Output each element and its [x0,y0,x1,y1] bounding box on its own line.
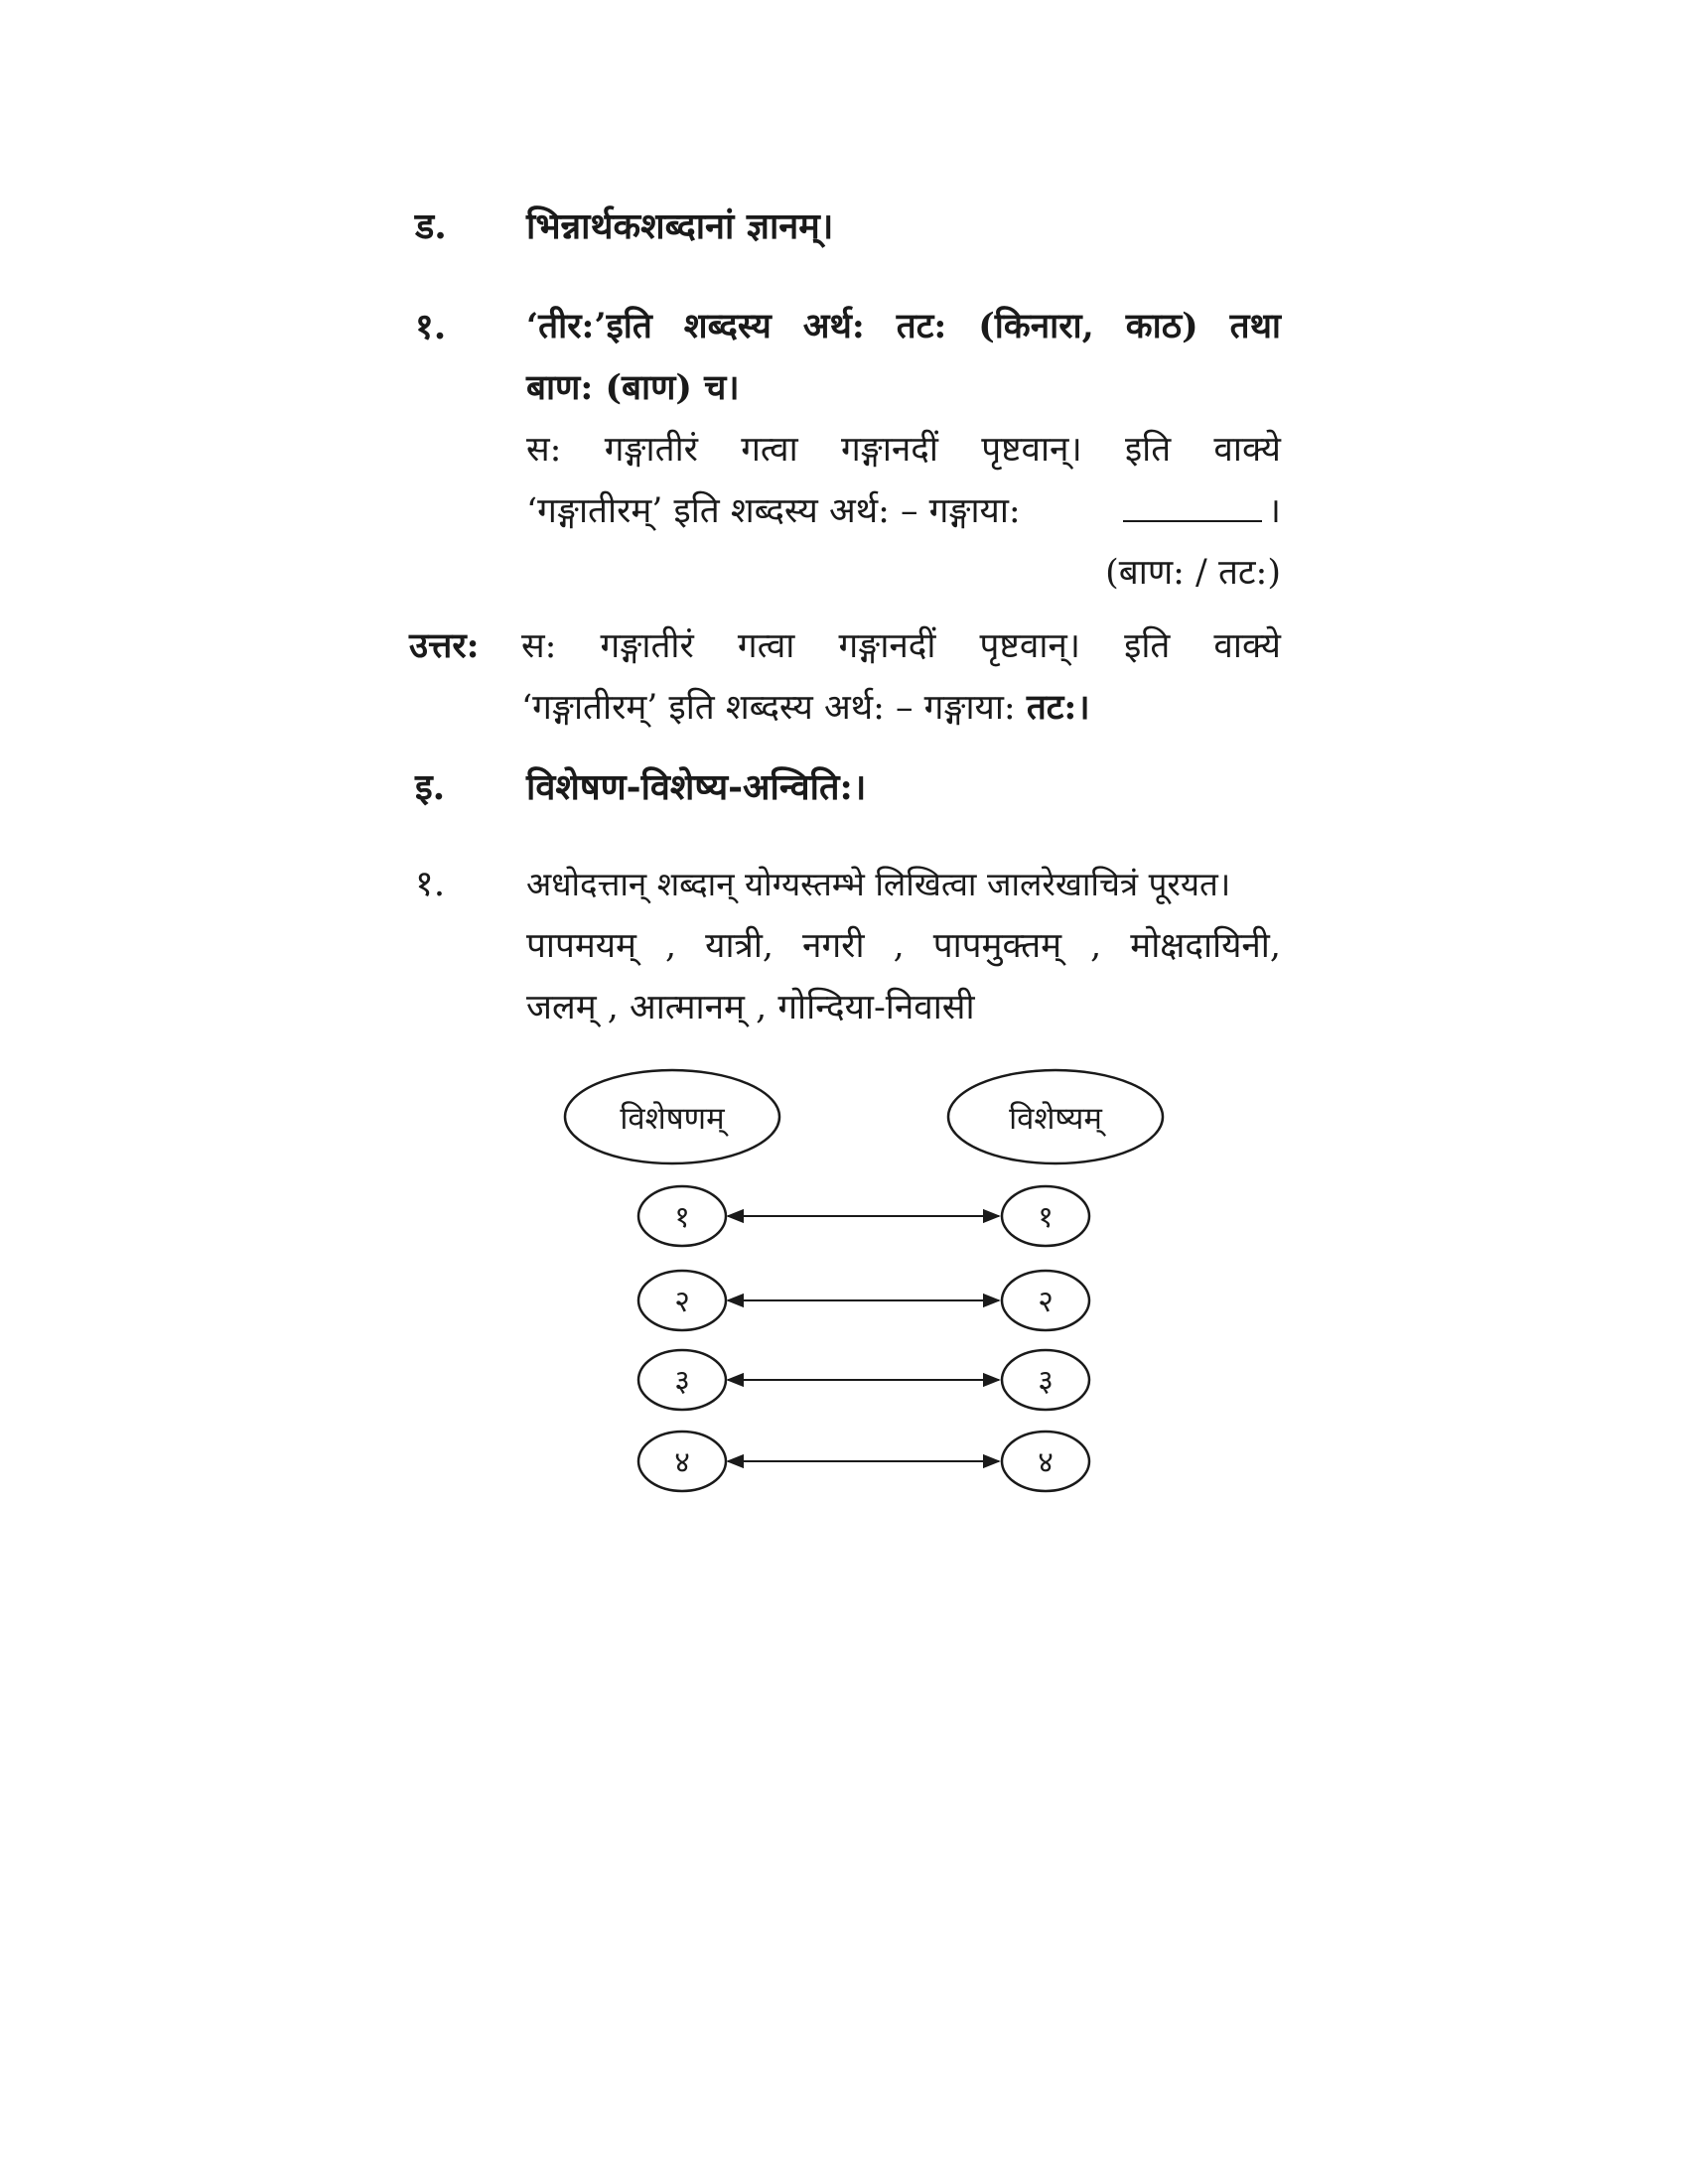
left-item-4: ४ [674,1445,690,1480]
right-item-4: ४ [1038,1445,1054,1480]
answer-d1-line2-prefix: ‘गङ्गातीरम्’ इति शब्दस्य अर्थ: – गङ्गाया: [521,688,1016,728]
question-d1 [417,296,1281,614]
answer-d1-body [521,615,1281,739]
left-header-node [565,1070,779,1163]
question-d1-line3: स: गङ्गातीरं गत्वा गङ्गानदीं पृष्टवान्। इति वाक्ये [526,430,1281,470]
left-item-2: २ [674,1285,690,1319]
question-d1-line4-suffix: । [1267,491,1281,531]
question-i1-body [526,854,1281,1038]
question-d1-line2: बाण: (बाण) च। [526,367,740,408]
section-d-marker: ड. [415,205,447,247]
section-i-heading: विशेषण-विशेष्य-अन्विति:। [526,766,867,808]
answer-d1-line2 [521,677,1281,739]
section-d [417,199,1281,258]
question-i1-marker: १. [415,864,446,904]
question-i1-line2: पापमयम् , यात्री, नगरी , पापमुक्तम् , मोक्षदायिनी, [526,926,1281,966]
section-d-heading: भिन्नार्थकशब्दानां ज्ञानम्। [526,205,834,247]
question-i1-line1: अधोदत्तान् शब्दान् योग्यस्तम्भे लिखित्वा जालरेखाचित्रं पूरयत। [526,865,1231,903]
answer-d1-answer: तट:। [1026,687,1090,728]
left-header-label: विशेषणम् [620,1101,725,1137]
answer-d1 [409,615,1281,745]
diagram-row-2 [638,1271,1089,1330]
question-d1-options: (बाण: / तट:) [1105,553,1281,593]
question-d1-line1: ‘तीर:’इति शब्दस्य अर्थ: तट: (किनारा, काठ) तथा [526,306,1281,346]
answer-blank [1123,490,1262,522]
left-item-3: ३ [674,1364,690,1399]
web-diagram [556,1062,1172,1509]
diagram-row-1 [638,1186,1089,1246]
question-d1-marker: १. [415,306,447,347]
right-item-1: १ [1038,1200,1054,1235]
question-i1-line3: जलम् , आत्मानम् , गोन्दिया-निवासी [526,988,975,1027]
question-d1-body [526,296,1281,604]
section-i-marker: इ. [415,766,446,808]
question-d1-line4 [526,480,1281,542]
answer-label: उत्तर: [409,625,480,666]
right-item-3: ३ [1038,1364,1054,1399]
answer-d1-line1: स: गङ्गातीरं गत्वा गङ्गानदीं पृष्टवान्। इति वाक्ये [521,626,1281,666]
question-i1 [417,854,1281,1052]
left-item-1: १ [674,1200,690,1235]
section-i [417,759,1281,819]
question-d1-line4-prefix: ‘गङ्गातीरम्’ इति शब्दस्य अर्थ: – गङ्गाया: [526,491,1021,531]
diagram-row-3 [638,1350,1089,1410]
right-item-2: २ [1038,1285,1054,1319]
diagram-row-4 [638,1432,1089,1491]
right-header-node [948,1070,1163,1163]
right-header-label: विशेष्यम् [1009,1101,1102,1137]
